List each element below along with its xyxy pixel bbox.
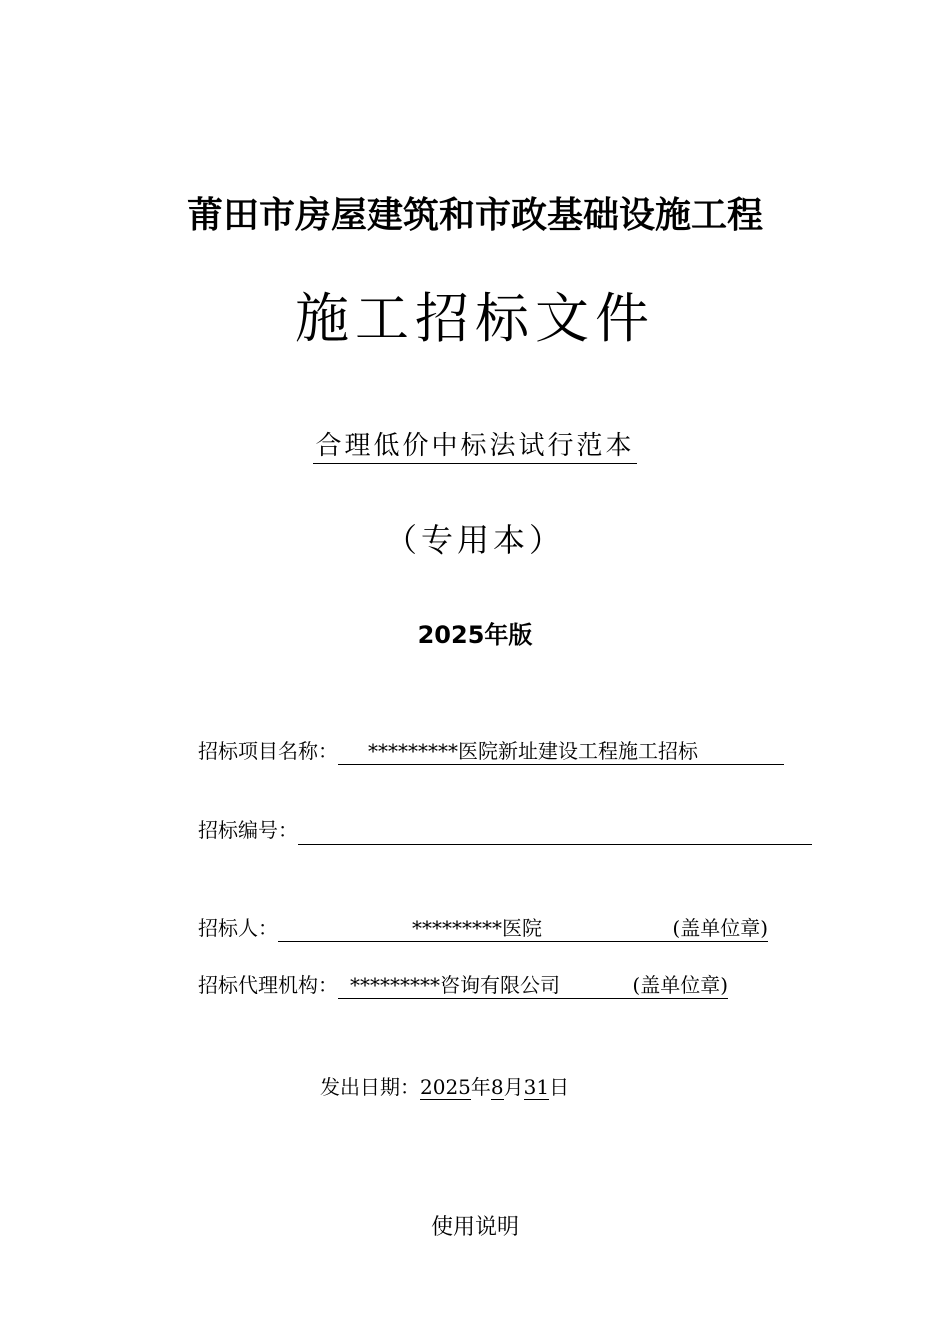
special-edition-label: （专用本） — [384, 521, 565, 559]
issue-date-day: 31 — [523, 1075, 550, 1099]
issue-date-month: 8 — [490, 1075, 504, 1099]
issue-date-day-unit: 日 — [549, 1075, 570, 1099]
tenderer-row — [198, 913, 768, 943]
usage-instructions-heading: 使用说明 — [430, 1215, 519, 1240]
tenderer-label: 招标人： — [198, 916, 278, 940]
tenderer-seal: (盖单位章) — [672, 916, 768, 940]
agency-label: 招标代理机构： — [198, 973, 338, 997]
agency-line — [338, 972, 728, 999]
issue-date-row — [320, 1072, 569, 1102]
tenderer-value: *********医院 — [412, 916, 542, 940]
agency-seal: (盖单位章) — [632, 973, 728, 997]
subtitle-text: 合理低价中标法试行范本 — [313, 430, 636, 464]
document-title-line1: 莆田市房屋建筑和市政基础设施工程 — [186, 195, 763, 236]
issue-date-month-unit: 月 — [503, 1075, 524, 1099]
tenderer-line — [278, 915, 768, 942]
tender-number-row — [198, 815, 812, 845]
tender-number-value — [298, 822, 812, 845]
agency-value: *********咨询有限公司 — [350, 973, 560, 997]
document-subtitle — [0, 428, 950, 464]
project-name-row — [198, 736, 784, 766]
agency-row — [198, 970, 728, 1000]
issue-date-year-unit: 年 — [470, 1075, 491, 1099]
document-title-line2: 施工招标文件 — [295, 287, 655, 350]
edition-year: 2025年版 — [417, 621, 533, 649]
project-name-value: *********医院新址建设工程施工招标 — [338, 738, 784, 765]
issue-date-year: 2025 — [420, 1075, 471, 1099]
issue-date-label: 发出日期： — [320, 1075, 420, 1099]
tender-number-label: 招标编号： — [198, 818, 298, 842]
project-name-label: 招标项目名称： — [198, 739, 338, 763]
